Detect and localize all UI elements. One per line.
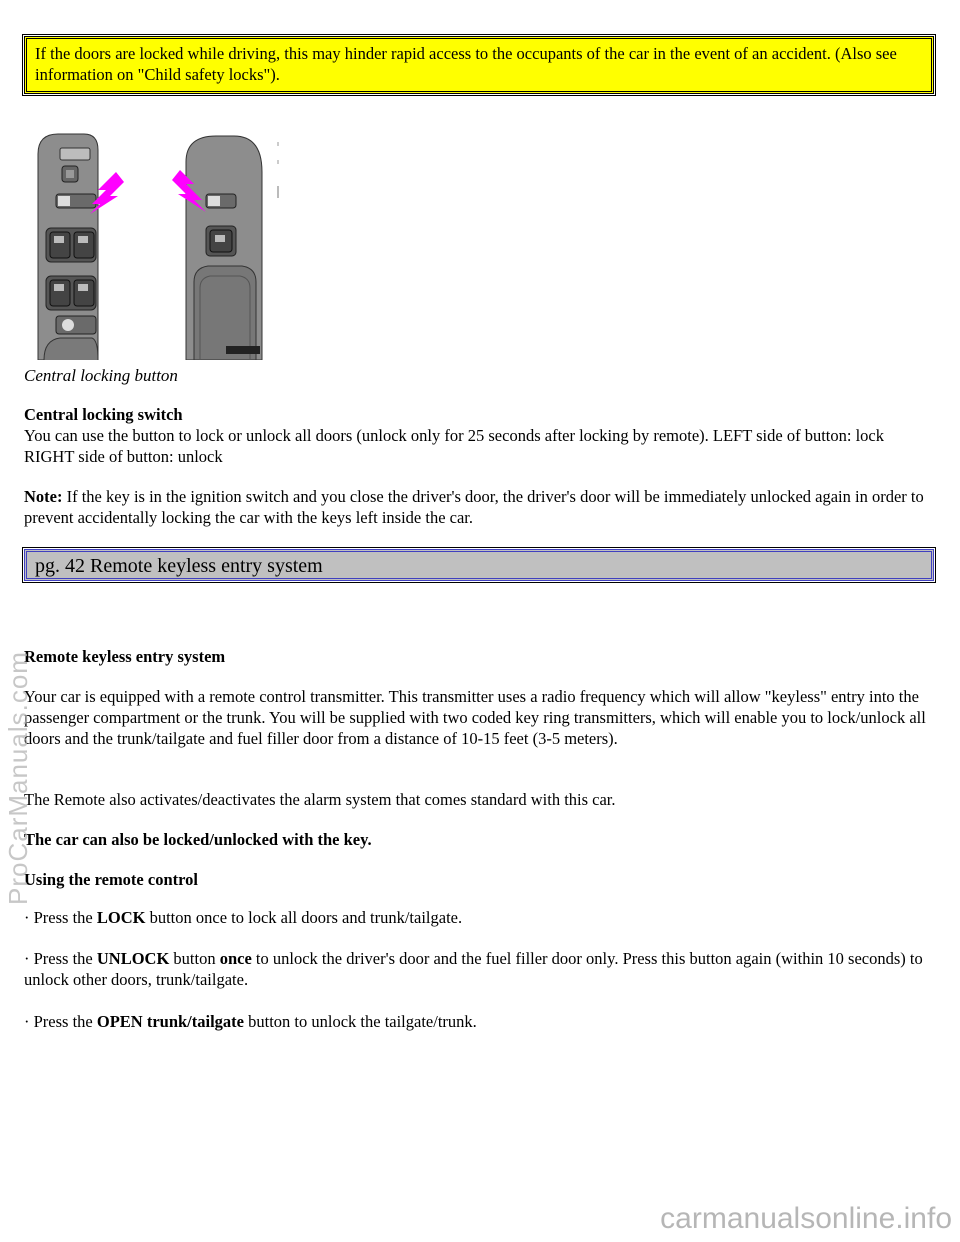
remote-intro — [24, 686, 929, 749]
side-watermark: ProCarManuals.com — [3, 651, 33, 905]
central-locking-heading: Central locking switch — [24, 405, 183, 424]
warning-text: If the doors are locked while driving, this may hinder rapid access to the occupants of the car in the event of an accident. (Also see information on "Child safety locks"). — [35, 44, 897, 84]
bullet-open — [24, 1011, 929, 1032]
bullet-lock-post: button once to lock all doors and trunk/tailgate. — [145, 908, 463, 927]
using-heading — [24, 869, 929, 890]
central-locking-body: You can use the button to lock or unlock all doors (unlock only for 25 seconds after locking by remote). LEFT side of button: lock RIGHT side of button: unlock — [24, 426, 884, 466]
bullet-unlock-once: once — [219, 949, 252, 968]
note-paragraph — [24, 486, 929, 528]
bullet-unlock — [24, 948, 929, 990]
door-switch-illustration — [36, 132, 282, 360]
bottom-watermark: carmanualsonline.info — [660, 1202, 952, 1235]
warning-box — [24, 36, 934, 94]
bullet-lock-pre: · Press the — [24, 908, 97, 927]
alarm-paragraph — [24, 789, 929, 810]
note-label: Note: — [24, 487, 63, 506]
remote-intro-text: Your car is equipped with a remote control transmitter. This transmitter uses a radio frequency which will allow "keyless" entry into the passenger compartment or the trunk. You will be supplied with two coded key ring transmitters, which will enable you to lock/unlock all doors and the trunk/tailgate and fuel filler door from a distance of 10-15 feet (3-5 meters). — [24, 687, 926, 748]
bullet-unlock-mid: button — [169, 949, 220, 968]
alarm-text: The Remote also activates/deactivates the alarm system that comes standard with this car. — [24, 790, 616, 809]
key-note — [24, 829, 929, 850]
section-bar — [24, 549, 934, 581]
bullet-lock-bold: LOCK — [96, 908, 146, 927]
bullet-open-post: button to unlock the tailgate/trunk. — [244, 1012, 477, 1031]
note-text: If the key is in the ignition switch and you close the driver's door, the driver's door will be immediately unlocked again in order to prevent accidentally locking the car with the keys left inside the car. — [24, 487, 924, 527]
bullet-open-bold: OPEN trunk/tailgate — [96, 1012, 244, 1031]
remote-heading-text: Remote keyless entry system — [24, 647, 226, 666]
using-heading-text: Using the remote control — [24, 870, 198, 889]
bullet-open-pre: · Press the — [24, 1012, 97, 1031]
figure-caption: Central locking button — [24, 366, 178, 385]
bullet-unlock-pre: · Press the — [24, 949, 97, 968]
section-title: pg. 42 Remote keyless entry system — [35, 555, 323, 577]
key-note-text: The car can also be locked/unlocked with the key. — [24, 830, 372, 849]
remote-heading — [24, 646, 929, 667]
central-locking-section — [24, 404, 929, 467]
bullet-unlock-post: to unlock the driver's door and the fuel filler door only. Press this button again (within 10 seconds) to unlock other doors, trunk/tailgate. — [24, 949, 923, 989]
bullet-lock — [24, 907, 929, 928]
bullet-unlock-bold: UNLOCK — [96, 949, 170, 968]
